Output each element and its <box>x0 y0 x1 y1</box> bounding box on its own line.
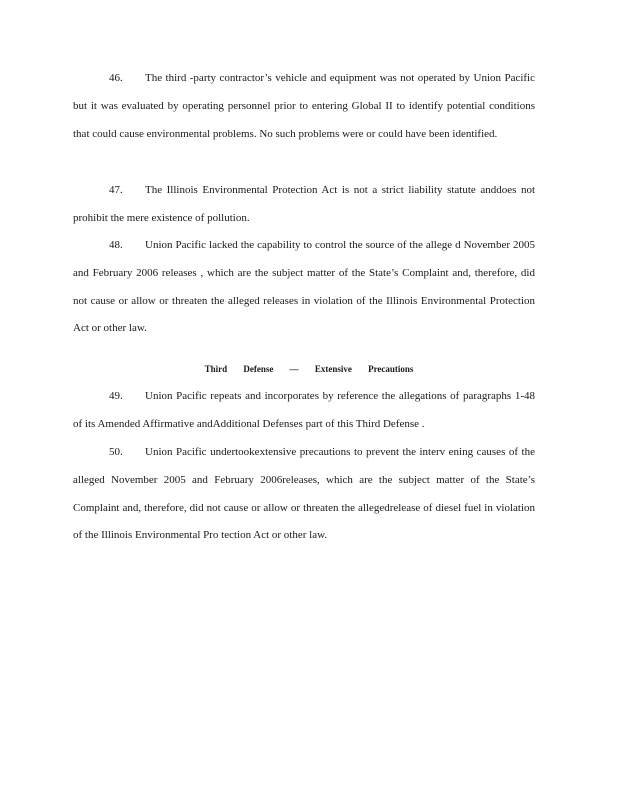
paragraph-number: 46. <box>109 72 123 84</box>
paragraph-text: The third -party contractor’s vehicle and equipment was not operated by Union Pacific but it was evaluated by operating personnel prior to entering Global II to identify potential conditions that could cause environmental problems. No such problems were or could have been identified. <box>73 72 535 140</box>
paragraph-number: 49. <box>109 390 123 402</box>
paragraph-number: 47. <box>109 184 123 196</box>
paragraph-48 <box>73 232 535 343</box>
paragraph-number: 48. <box>109 239 123 251</box>
section-heading: Third Defense — Extensive Precautions <box>204 364 414 374</box>
paragraph-47 <box>73 177 535 233</box>
paragraph-text: Union Pacific repeats and incorporates by reference the allegations of paragraphs 1-48 of its Amended Affirmative andAdditional Defenses part of this Third Defense . <box>73 390 535 430</box>
paragraph-text: Union Pacific undertookextensive precautions to prevent the interv ening causes of the alleged November 2005 and February 2006releases, which are the subject matter of the State’s Complaint and, therefore, did not cause or allow or threaten the allegedrelease of diesel fuel in violation of the Illinois Environmental Pro tection Act or other law. <box>73 446 535 542</box>
paragraph-number: 50. <box>109 446 123 458</box>
paragraph-50 <box>73 439 535 550</box>
paragraph-text: The Illinois Environmental Protection Act is not a strict liability statute anddoes not prohibit the mere existence of pollution. <box>73 184 535 224</box>
paragraph-text: Union Pacific lacked the capability to control the source of the allege d November 2005 and February 2006 releases , which are the subject matter of the State’s Complaint and, therefore, did not cause or allow or threaten the alleged releases in violation of the Illinois Environmental Protection Act or other law. <box>73 239 535 335</box>
paragraph-46 <box>73 65 535 148</box>
paragraph-49 <box>73 383 535 439</box>
